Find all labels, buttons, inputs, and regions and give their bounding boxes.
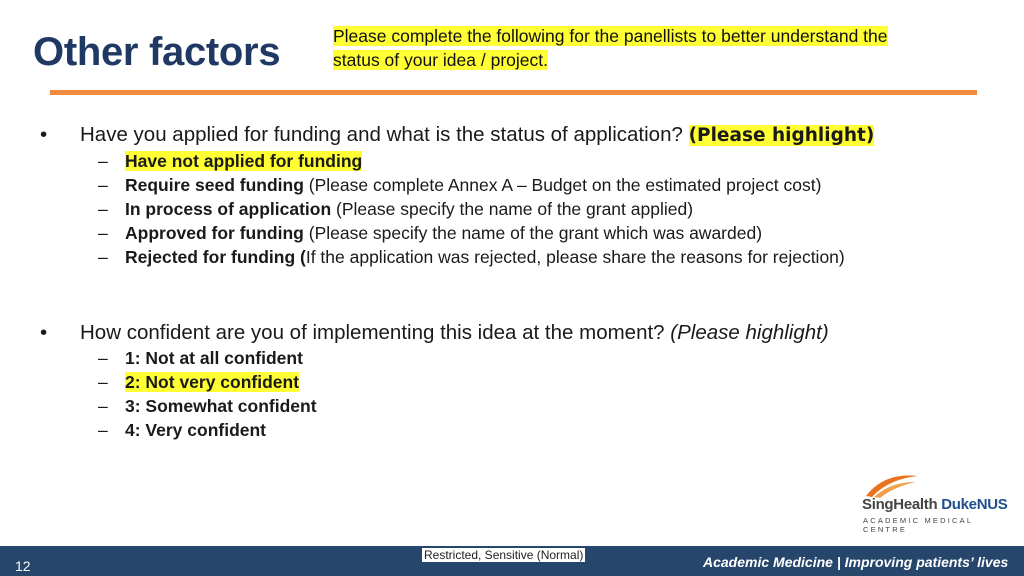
funding-option (40, 221, 1000, 245)
question-confidence-prompt: (Please highlight) (670, 321, 829, 344)
confidence-options (40, 346, 1000, 442)
option-detail: (Please specify the name of the grant applied) (331, 199, 694, 219)
dash-icon: – (98, 151, 108, 171)
funding-option (40, 197, 1000, 221)
confidence-option (40, 370, 1000, 394)
confidence-option (40, 394, 1000, 418)
bullet-icon: • (40, 321, 48, 344)
dash-icon: – (98, 247, 108, 267)
instruction-note (333, 24, 973, 72)
question-funding-label: Have you applied for funding and what is the status of application? (80, 123, 689, 146)
page-title: Other factors (33, 30, 281, 74)
question-confidence-label: How confident are you of implementing this idea at the moment? (80, 321, 671, 344)
option-label: In process of application (125, 199, 332, 219)
logo-singhealth: SingHealth (862, 496, 938, 513)
dash-icon: – (98, 372, 108, 392)
footer-tagline: Academic Medicine | Improving patients’ lives (703, 554, 1009, 570)
option-label: Approved for funding (125, 223, 304, 243)
logo-wordmark (862, 496, 1007, 513)
question-funding-prompt: (Please highlight) (688, 125, 875, 146)
option-label: 2: Not very confident (125, 372, 300, 392)
singhealth-dukenus-logo (860, 470, 1010, 532)
divider-rule (50, 90, 977, 95)
dash-icon: – (98, 175, 108, 195)
option-detail: (Please complete Annex A – Budget on the estimated project cost) (303, 175, 822, 195)
option-label: Have not applied for funding (125, 151, 363, 171)
logo-dukenus: DukeNUS (941, 496, 1008, 513)
option-label: 3: Somewhat confident (125, 396, 317, 416)
option-detail: If the application was rejected, please share the reasons for rejection) (305, 247, 845, 267)
question-funding-text (40, 122, 1000, 149)
option-detail: (Please specify the name of the grant which was awarded) (303, 223, 763, 243)
funding-option (40, 149, 1000, 173)
option-label: Rejected for funding ( (125, 247, 306, 267)
question-confidence-text (40, 320, 1000, 346)
question-confidence (40, 320, 1000, 442)
note-line-1: Please complete the following for the panellists to better understand the (333, 26, 888, 46)
dash-icon: – (98, 223, 108, 243)
funding-options (40, 149, 1000, 269)
confidence-option (40, 418, 1000, 442)
option-label: Require seed funding (125, 175, 304, 195)
logo-subtitle: ACADEMIC MEDICAL CENTRE (863, 516, 973, 534)
confidence-option (40, 346, 1000, 370)
classification-label: Restricted, Sensitive (Normal) (424, 548, 584, 562)
funding-option (40, 245, 1000, 269)
note-line-2: status of your idea / project. (333, 50, 548, 70)
page-number: 12 (15, 558, 31, 574)
question-funding (40, 122, 1000, 269)
option-label: 4: Very confident (125, 420, 267, 440)
funding-option (40, 173, 1000, 197)
option-label: 1: Not at all confident (125, 348, 303, 368)
dash-icon: – (98, 420, 108, 440)
bullet-icon: • (40, 123, 48, 146)
dash-icon: – (98, 396, 108, 416)
dash-icon: – (98, 348, 108, 368)
dash-icon: – (98, 199, 108, 219)
